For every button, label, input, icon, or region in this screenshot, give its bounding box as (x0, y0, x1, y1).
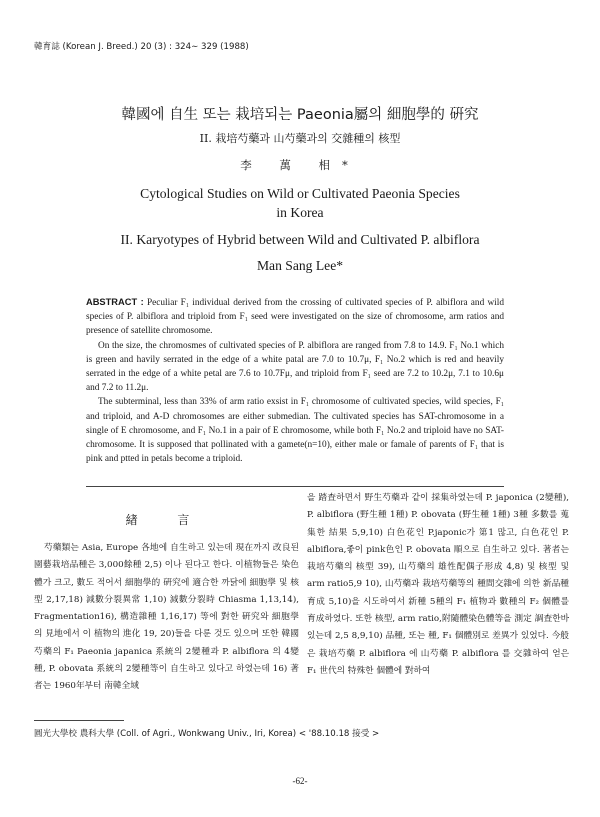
english-title (0, 184, 600, 222)
body-left-column (34, 540, 299, 696)
english-title-line1: Cytological Studies on Wild or Cultivated Paeonia Species (140, 186, 460, 201)
page-number: -62- (292, 776, 308, 786)
abstract-divider (86, 486, 504, 487)
korean-title: 韓國에 自生 또는 栽培되는 Paeonia屬의 細胞學的 硏究 (121, 107, 479, 123)
journal-citation: 韓育誌 (Korean J. Breed.) 20 (3) : 324∼ 329 (1988) (34, 42, 249, 52)
abstract-paragraph-2: On the size, the chromosmes of cultivated species of P. albiflora are ranged from 7.8 to 14.9. F₁ No.1 which is green and havily serrated in the edge of a white patal are 7.0 to 10.7μ, F₁ No.2 which is red and heavily serrated in the edge of a white petal are 7.6 to 10.7Fμ, and triploid from F₁ seed are 7.2 to 10.2μ, 7.1 to 10.6μ and 7.2 to 11.2μ. (86, 340, 504, 394)
abstract (86, 295, 504, 466)
body-right-column (307, 490, 569, 680)
english-title-line2: in Korea (276, 205, 324, 220)
english-subtitle: II. Karyotypes of Hybrid between Wild and Cultivated P. albiflora (120, 232, 480, 247)
korean-subtitle: II. 栽培芍藥과 山芍藥과의 交雜種의 核型 (199, 132, 401, 145)
affiliation-footnote: 圓光大學校 農科大學 (Coll. of Agri., Wonkwang Univ., Iri, Korea) < '88.10.18 接受 > (34, 729, 380, 739)
english-author: Man Sang Lee* (256, 258, 344, 273)
abstract-paragraph-1: Peculiar F₁ individual derived from the crossing of cultivated species of P. albiflora and wild species of P. albiflora and triploid from F₁ seed were investigated on the size of chromosome, arm ratios and presence of satellite chromosome. (86, 298, 504, 337)
section-heading-introduction: 緖 言 (125, 513, 208, 527)
korean-author: 李 萬 相* (240, 158, 360, 172)
body-left-text: 芍藥類는 Asia, Europe 各地에 自生하고 있는데 現在까지 改良된 園藝栽培品種은 3,000餘種 2,5) 이나 된다고 한다. 이植物들은 染色體가 크고, 數도 적어서 細胞學的 硏究에 適合한 까닭에 細胞學 및 核型 2,17,18) 減數分裂異常 1,10) 減數分裂時 Chiasma 1,13,14), Fragmentation16), 構造雜種 1,16,17) 等에 對한 硏究와 細胞學의 見地에서 이 植物의 進化 19, 20)들을 다룬 것도 있으며 또한 韓國芍藥의 F₁ Paeonia japanica 系統의 2變種과 P. albiflora 의 4變種, P. obovata 系統의 2變種等이 自生하고 있다고 하였는데 16) 著者는 1960年부터 南韓全域 (34, 543, 299, 692)
body-right-text: 을 踏査하면서 野生芍藥과 같이 採集하였는데 P. japonica (2變種), P. albiflora (野生種 1種) P. obovata (野生種 1種) 3種 多數를 蒐集한 結果 5,9,10) 白色花인 P.japonic가 第1 많고, 白色花인 P. albiflora,좋이 pink色인 P. obovata 順으로 自生하고 있다. 著者는 栽培芍藥의 核型 39), 山芍藥의 雄性配偶子形成 4,8) 및 核型 및 arm ratio5,9 10), 山芍藥과 栽培芍藥等의 種間交雜에 의한 新品種育成 5,10)을 시도하여서 新種 5種의 F₁ 植物과 數種의 F₂ 個體를 育成하였다. 또한 核型, arm ratio,附隨體染色體等을 測定 調査한바 있는데 2,5 8,9,10) 品種, 또는 種, F₁ 個體別로 差異가 있었다. 今般은 栽培芍藥 P. albiflora 에 山芍藥 P. albiflora 를 交雜하여 얻은 F₁ 世代의 特殊한 個體에 對하여 (307, 493, 569, 676)
abstract-paragraph-3: The subterminal, less than 33% of arm ratio exsist in F₁ chromosome of cultivated species, wild species, F₁ and triploid, and A-D chromosomes are either submedian. The cultivated species has SAT-chromosome in a single of E chromosome, and F₁ No.1 in a pair of E chromosome, while both F₁ No.2 and triploid have no SAT-chromosome. It is supposed that pollinated with a gamete(n=10), either male or famale of parents of F₁ that is pink and ptted in petals become a triploid. (86, 397, 504, 465)
footnote-divider (34, 720, 124, 721)
abstract-label: ABSTRACT : (86, 297, 144, 307)
